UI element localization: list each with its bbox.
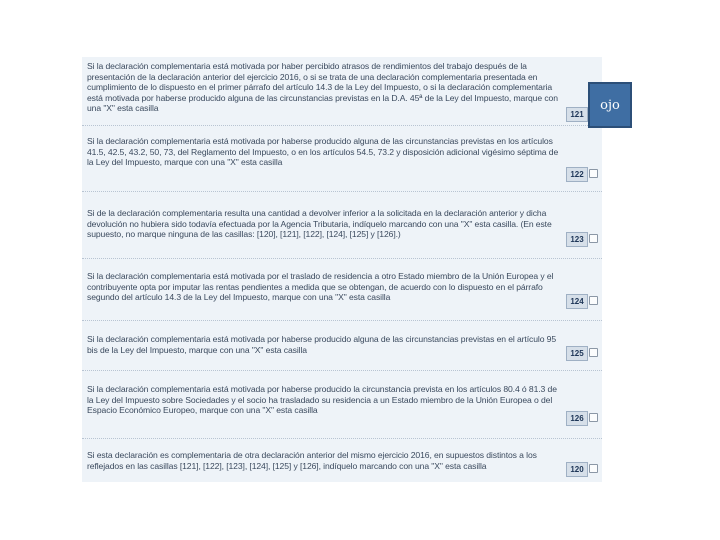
row-divider <box>82 370 602 371</box>
row-divider <box>82 320 602 321</box>
row-divider <box>82 125 602 126</box>
complementary-declaration-form <box>82 57 602 482</box>
box-code-label: 120 <box>566 462 588 477</box>
row-divider <box>82 438 602 439</box>
checkbox-120[interactable] <box>589 464 598 473</box>
box-code-label: 123 <box>566 232 588 247</box>
row-divider <box>82 191 602 192</box>
row-description: Si de la declaración complementaria resulta una cantidad a devolver inferior a la solicitada en la declaración anterior y dicha devolución no hubiera sido todavía efectuada por la Agencia Tributaria, indíquelo marcando con una "X" esta casilla. (En este supuesto, no marque ninguna de las casillas: [120], [121], [122], [124], [125] y [126].) <box>87 208 552 240</box>
checkbox-126[interactable] <box>589 413 598 422</box>
box-code-label: 122 <box>566 167 588 182</box>
box-code-label: 124 <box>566 294 588 309</box>
row-description: Si la declaración complementaria está motivada por el traslado de residencia a otro Estado miembro de la Unión Europea y el contribuyente opta por imputar las rentas pendientes a medida que se obtengan, de acuerdo con lo dispuesto en el párrafo segundo del artículo 14.3 de la Ley del Impuesto, marque con una "X" esta casilla <box>87 271 554 303</box>
checkbox-122[interactable] <box>589 169 598 178</box>
checkbox-123[interactable] <box>589 234 598 243</box>
row-description: Si la declaración complementaria está motivada por haberse producido alguna de las circunstancias previstas en el artículo 95 bis de la Ley del Impuesto, marque con una "X" esta casilla <box>87 334 557 355</box>
box-code-label: 126 <box>566 411 588 426</box>
checkbox-124[interactable] <box>589 296 598 305</box>
row-description: Si esta declaración es complementaria de otra declaración anterior del mismo ejercicio 2016, en supuestos distintos a los reflejados en las casillas [121], [122], [123], [124], [125] y [126], indíquelo marcando con una "X" esta casilla <box>87 450 537 471</box>
row-description: Si la declaración complementaria está motivada por haber percibido atrasos de rendimientos del trabajo después de la presentación de la declaración anterior del ejercicio 2016, o si se trata de una declaración complementaria presentada en cumplimiento de lo dispuesto en el primer párrafo del artículo 14.3 de la Ley del Impuesto, o si la declaración complementaria está motivada por haberse producido alguna de las circunstancias previstas en la D.A. 45ª de la Ley del Impuesto, marque con una "X" esta casilla <box>87 61 558 114</box>
ojo-callout-badge: ojo <box>588 82 632 128</box>
checkbox-125[interactable] <box>589 348 598 357</box>
box-code-label: 121 <box>566 107 588 122</box>
box-code-label: 125 <box>566 346 588 361</box>
row-description: Si la declaración complementaria está motivada por haberse producido la circunstancia prevista en los artículos 80.4 ó 81.3 de la Ley del Impuesto sobre Sociedades y el socio ha trasladado su residencia a un Estado miembro de la Unión Europea o del Espacio Económico Europeo, marque con una "X" esta casilla <box>87 384 557 416</box>
row-divider <box>82 258 602 259</box>
row-description: Si la declaración complementaria está motivada por haberse producido alguna de las circunstancias previstas en los artículos 41.5, 42.5, 43.2, 50, 73, del Reglamento del Impuesto, o en los artículos 54.5, 73.2 y disposición adicional vigésimo séptima de la Ley del Impuesto, marque con una "X" esta casilla <box>87 136 559 168</box>
